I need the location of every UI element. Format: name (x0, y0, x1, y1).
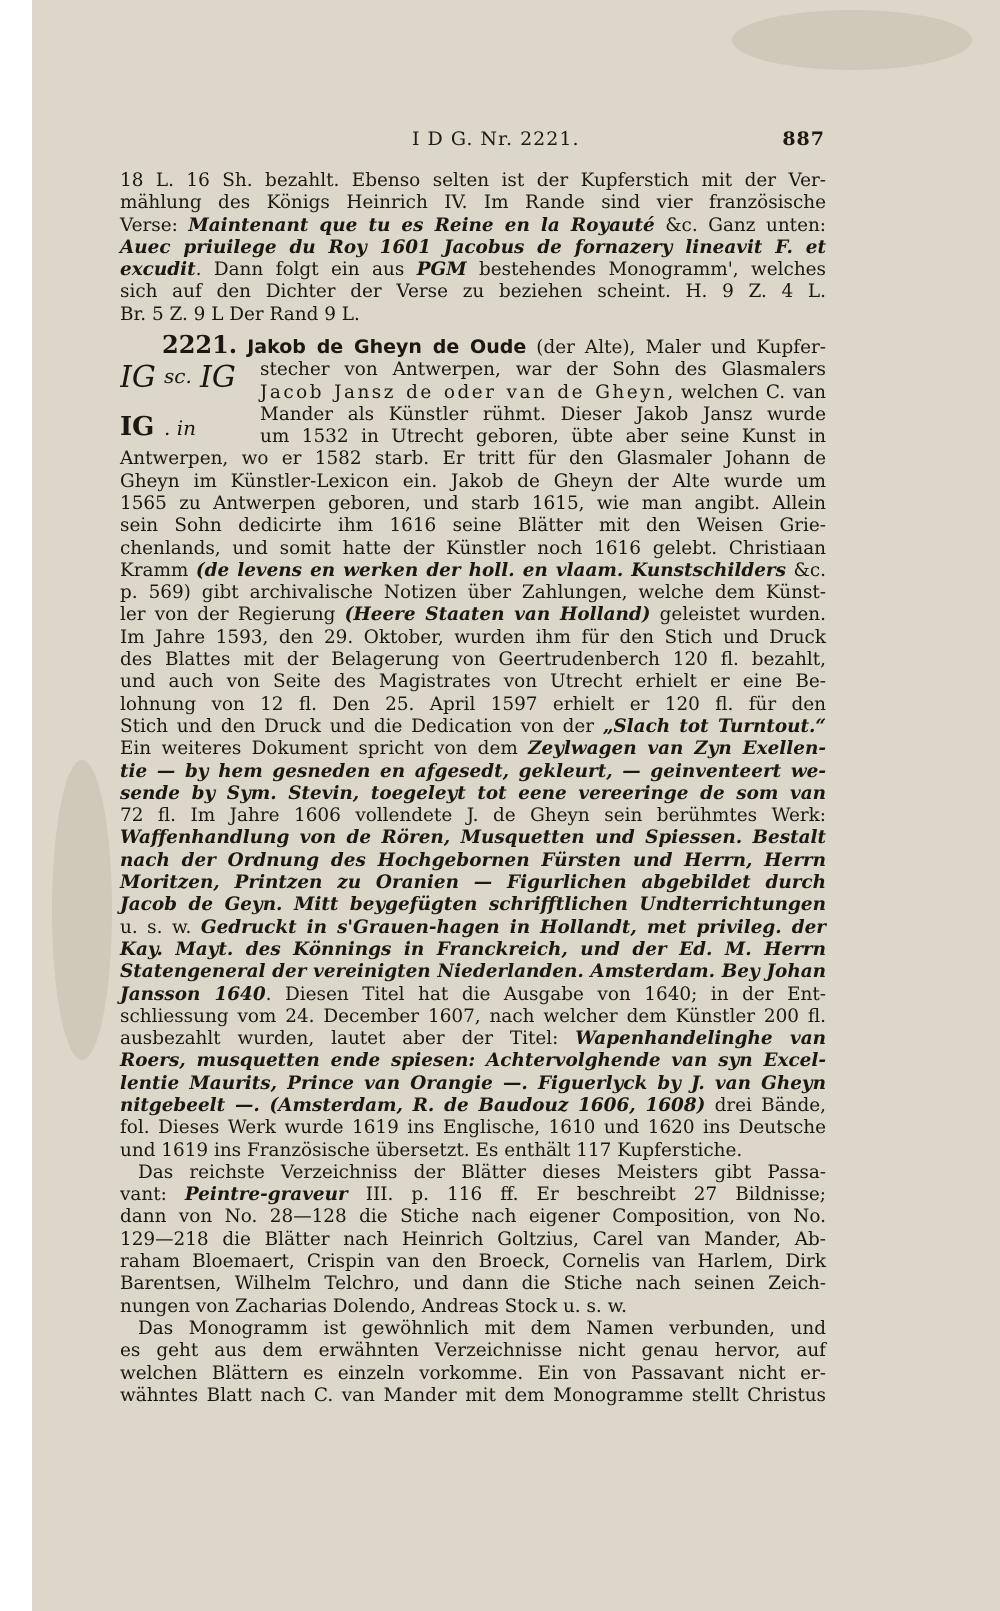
text-line: um 1532 in Utrecht geboren, übte aber seine Kunst in (260, 426, 826, 448)
text-line: Statengeneral der vereinigten Niederlanden. Amsterdam. Bey Johan (120, 961, 826, 983)
text-line: es geht aus dem erwähnten Verzeichnisse nicht genau hervor, auf (120, 1340, 826, 1362)
monogram-ig-1: IG (120, 360, 156, 396)
monogram-in: . in (164, 416, 196, 441)
text-line: p. 569) gibt archivalische Notizen über Zahlungen, welche dem Künst- (120, 582, 826, 604)
text-line: dann von No. 28—128 die Stiche nach eigener Composition, von No. (120, 1206, 826, 1228)
text-line: Stich und den Druck und die Dedication von der „Slach tot Turntout.“ (120, 715, 826, 737)
text-line: Auec priuilege du Roy 1601 Jacobus de fornazery lineavit F. et (120, 236, 826, 258)
text-line: Kramm (de levens en werken der holl. en vlaam. Kunstschilders &c. (120, 559, 826, 581)
text-line: fol. Dieses Werk wurde 1619 ins Englische, 1610 und 1620 ins Deutsche (120, 1117, 826, 1139)
text-line: tie — by hem gesneden en afgesedt, gekleurt, — geinventeert we- (120, 760, 826, 782)
text-line: Verse: Maintenant que tu es Reine en la Royauté &c. Ganz unten: (120, 214, 826, 236)
monogram-sc: sc. (164, 364, 192, 389)
entry-name: Jakob de Gheyn de Oude (247, 336, 527, 359)
monogram-ig-3: IG (120, 412, 155, 443)
text-line: sende by Sym. Stevin, toegeleyt tot eene vereeringe de som van (120, 782, 826, 804)
text-line: nach der Ordnung des Hochgebornen Fürsten und Herrn, Herrn (120, 849, 826, 871)
text-line: lentie Maurits, Prince van Orangie —. Figuerlyck by J. van Gheyn (120, 1072, 826, 1094)
text-line: chenlands, und somit hatte der Künstler noch 1616 gelebt. Christiaan (120, 537, 826, 559)
text-line: Antwerpen, wo er 1582 starb. Er tritt für den Glasmaler Johann de (120, 448, 826, 470)
text-line: Kay. Mayt. des Könnings in Franckreich, und der Ed. M. Herrn (120, 938, 826, 960)
text-line: 18 L. 16 Sh. bezahlt. Ebenso selten ist der Kupferstich mit der Ver- (120, 170, 826, 191)
text-line: Roers, musquetten ende spiesen: Achtervolghende van syn Excel- (120, 1050, 826, 1072)
text-line: des Blattes mit der Belagerung von Geertrudenberch 120 fl. bezahlt, (120, 649, 826, 671)
monogram-block (120, 359, 826, 448)
text-line: Im Jahre 1593, den 29. Oktober, wurden ihm für den Stich und Druck (120, 626, 826, 648)
text-line: sein Sohn dedicirte ihm 1616 seine Blätter mit den Weisen Grie- (120, 515, 826, 537)
text-line: Ein weiteres Dokument spricht von dem Zeylwagen van Zyn Exellen- (120, 738, 826, 760)
text-line: Das Monogramm ist gewöhnlich mit dem Namen verbunden, und (138, 1317, 826, 1339)
text-line: wähntes Blatt nach C. van Mander mit dem Monogramme stellt Christus (120, 1384, 826, 1406)
paper-stain (732, 10, 972, 70)
text-line: 72 fl. Im Jahre 1606 vollendete J. de Gheyn sein berühmtes Werk: (120, 805, 826, 827)
page-number: 887 (782, 128, 825, 150)
text-line: Das reichste Verzeichniss der Blätter dieses Meisters gibt Passa- (138, 1161, 826, 1183)
text-line: Gheyn im Künstler-Lexicon ein. Jakob de Gheyn der Alte wurde um (120, 470, 826, 492)
text-line: lohnung von 12 fl. Den 25. April 1597 erhielt er 120 fl. für den (120, 693, 826, 715)
paper-stain (52, 760, 112, 1060)
text-line: stecher von Antwerpen, war der Sohn des Glasmalers (260, 359, 826, 381)
entry-number: 2221. (162, 330, 238, 360)
text-line: Mander als Künstler rühmt. Dieser Jakob Jansz wurde (260, 403, 826, 425)
text-line: Jacob de Geyn. Mitt beygefügten schrifftlichen Undterrichtungen (120, 894, 826, 916)
text-line: Moritzen, Printzen zu Oranien — Figurlichen abgebildet durch (120, 872, 826, 894)
text-line: Jansson 1640. Diesen Titel hat die Ausgabe von 1640; in der Ent- (120, 983, 826, 1005)
text-line: u. s. w. Gedruckt in s'Grauen-hagen in Hollandt, met privileg. der (120, 916, 826, 938)
text-line: ausbezahlt wurden, lautet aber der Titel: Wapenhandelinghe van (120, 1028, 826, 1050)
text-line: Br. 5 Z. 9 L Der Rand 9 L. (120, 303, 360, 325)
text-line: und 1619 ins Französische übersetzt. Es enthält 117 Kupferstiche. (120, 1139, 743, 1161)
text-line: Barentsen, Wilhelm Telchro, und dann die Stiche nach seinen Zeich- (120, 1273, 826, 1295)
text-line: schliessung vom 24. December 1607, nach welcher dem Künstler 200 fl. (120, 1005, 826, 1027)
text-line: nitgebeelt —. (Amsterdam, R. de Baudouz 1606, 1608) drei Bände, (120, 1094, 827, 1116)
entry-heading-line: 2221. Jakob de Gheyn de Oude (der Alte), Maler und Kupfer- (162, 330, 826, 360)
text-line: welchen Blättern es einzeln vorkomme. Ein von Passavant nicht er- (120, 1362, 826, 1384)
text-line: ler von der Regierung (Heere Staaten van Holland) geleistet wurden. (120, 604, 826, 626)
page-body (120, 170, 826, 1407)
text-line: 1565 zu Antwerpen geboren, und starb 1615, wie man angibt. Allein (120, 492, 826, 514)
running-title: I D G. Nr. 2221. (412, 128, 580, 150)
text-line: excudit. Dann folgt ein aus PGM bestehendes Monogramm', welches (120, 259, 826, 281)
monogram-ig-2: IG (200, 360, 236, 396)
text-line: raham Bloemaert, Crispin van den Broeck, Cornelis van Harlem, Dirk (120, 1251, 826, 1273)
text-line: und auch von Seite des Magistrates von Utrecht erhielt er eine Be- (120, 671, 826, 693)
text-line: mählung des Königs Heinrich IV. Im Rande sind vier französische (120, 192, 826, 214)
text-line: Jacob Jansz de oder van de Gheyn, welchen C. van (260, 381, 826, 403)
text-line: vant: Peintre-graveur III. p. 116 ff. Er beschreibt 27 Bildnisse; (120, 1184, 826, 1206)
text-line: nungen von Zacharias Dolendo, Andreas Stock u. s. w. (120, 1295, 628, 1317)
text-line: 129—218 die Blätter nach Heinrich Goltzius, Carel van Mander, Ab- (120, 1228, 826, 1250)
text-line: Waffenhandlung von de Rören, Musquetten und Spiessen. Bestalt (120, 827, 826, 849)
monogram-illustration (120, 355, 258, 445)
text-line: sich auf den Dichter der Verse zu beziehen scheint. H. 9 Z. 4 L. (120, 281, 826, 303)
